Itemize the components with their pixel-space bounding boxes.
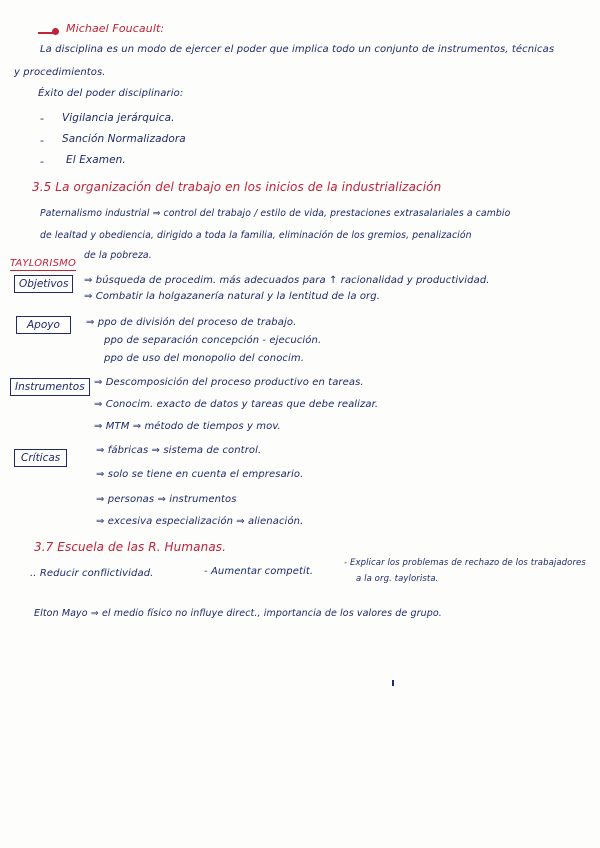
- dash-3: -: [40, 155, 44, 168]
- section-3-5-p3: de la pobreza.: [84, 250, 152, 261]
- instrumentos-item: ⇒ MTM ⇒ método de tiempos y mov.: [94, 421, 281, 432]
- r-humanas-item-3b: a la org. taylorista.: [356, 574, 439, 584]
- section-3-5-p2: de lealtad y obediencia, dirigido a toda la familia, eliminación de los gremios, penalización: [40, 230, 472, 241]
- r-humanas-item-1: .. Reducir conflictividad.: [30, 568, 154, 579]
- criticas-box: Críticas: [14, 449, 67, 467]
- dash-2: -: [40, 134, 44, 147]
- elton-mayo-line: Elton Mayo ⇒ el medio físico no influye direct., importancia de los valores de grupo.: [34, 608, 442, 619]
- taylorismo-label: TAYLORISMO: [10, 258, 77, 269]
- section-3-5-title: 3.5 La organización del trabajo en los inicios de la industrialización: [32, 180, 442, 194]
- apoyo-box: Apoyo: [16, 316, 71, 334]
- instrumentos-item: ⇒ Descomposición del proceso productivo en tareas.: [94, 377, 364, 388]
- page-title: Michael Foucault:: [66, 22, 165, 35]
- apoyo-item: ppo de uso del monopolio del conocim.: [104, 353, 305, 364]
- criticas-item: ⇒ excesiva especialización ⇒ alienación.: [96, 516, 304, 527]
- criticas-item: ⇒ solo se tiene en cuenta el empresario.: [96, 469, 304, 480]
- objetivos-item: ⇒ búsqueda de procedim. más adecuados para ↑ racionalidad y productividad.: [84, 275, 490, 286]
- r-humanas-item-2: - Aumentar competit.: [204, 566, 314, 577]
- intro-line-2: y procedimientos.: [14, 67, 106, 78]
- section-3-7-title: 3.7 Escuela de las R. Humanas.: [34, 540, 227, 554]
- taylorismo-underline: [10, 270, 76, 271]
- r-humanas-item-3a: - Explicar los problemas de rechazo de los trabajadores: [344, 558, 586, 568]
- criticas-item: ⇒ personas ⇒ instrumentos: [96, 494, 237, 505]
- apoyo-item: ⇒ ppo de división del proceso de trabajo.: [86, 317, 297, 328]
- apoyo-item: ppo de separación concepción - ejecución.: [104, 335, 322, 346]
- dash-1: -: [40, 112, 44, 125]
- title-bullet-dot: [52, 28, 59, 35]
- success-item: Vigilancia jerárquica.: [62, 112, 175, 124]
- objetivos-box: Objetivos: [14, 275, 73, 293]
- success-item: El Examen.: [66, 154, 126, 166]
- instrumentos-box: Instrumentos: [10, 378, 90, 396]
- intro-line-1: La disciplina es un modo de ejercer el poder que implica todo un conjunto de instrumentos, técnicas: [40, 44, 555, 55]
- instrumentos-item: ⇒ Conocim. exacto de datos y tareas que debe realizar.: [94, 399, 379, 410]
- criticas-item: ⇒ fábricas ⇒ sistema de control.: [96, 445, 262, 456]
- section-3-5-p1: Paternalismo industrial ⇒ control del trabajo / estilo de vida, prestaciones extrasalariales a cambio: [40, 208, 511, 219]
- intro-line-3: Éxito del poder disciplinario:: [38, 88, 184, 99]
- success-item: Sanción Normalizadora: [62, 133, 186, 145]
- pen-mark: [392, 680, 394, 686]
- objetivos-item: ⇒ Combatir la holgazanería natural y la lentitud de la org.: [84, 291, 380, 302]
